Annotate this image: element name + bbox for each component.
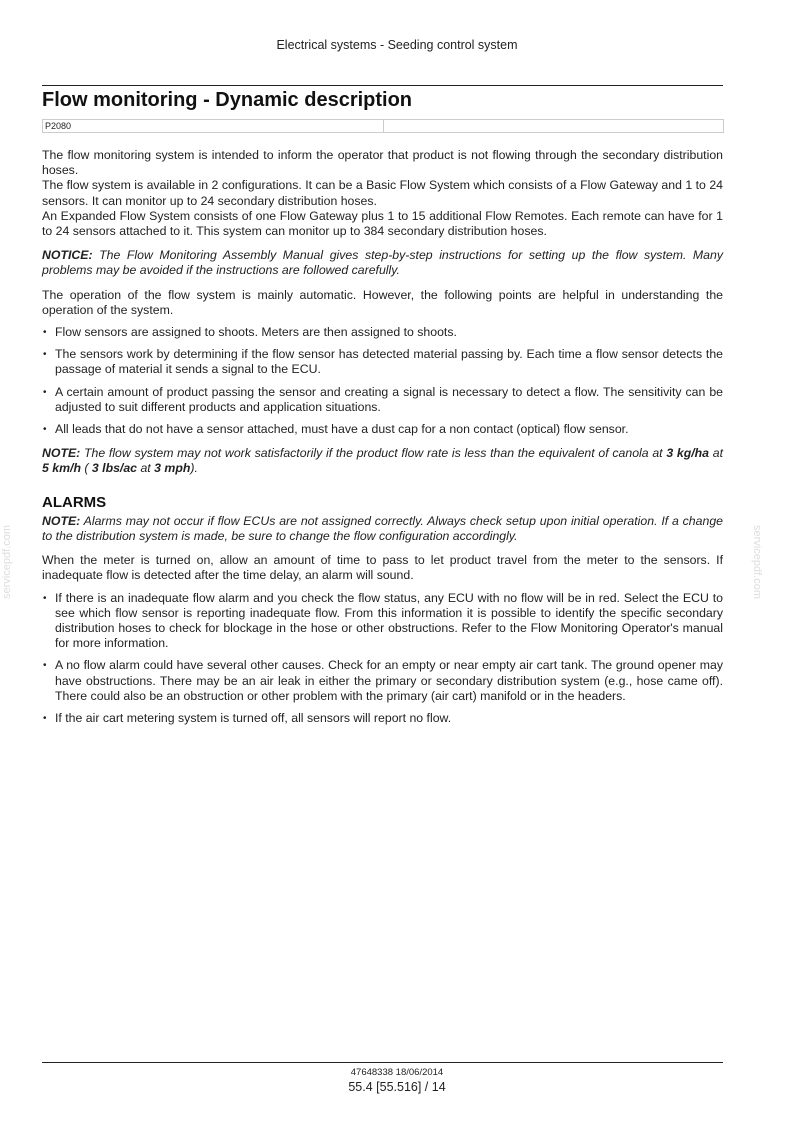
alarms-bullets: [42, 591, 723, 727]
intro-paragraph-2: The flow system is available in 2 configurations. It can be a Basic Flow System which consists of a Flow Gateway and 1 to 24 sensors. It can monitor up to 24 secondary distribution hoses.: [42, 178, 723, 208]
note-label: NOTE:: [42, 513, 81, 528]
list-item: • A certain amount of product passing the sensor and creating a signal is necessary to detect a flow. The sensitivity can be adjusted to suit different products and application situations.: [42, 385, 723, 415]
watermark-left: servicepdf.com: [0, 525, 13, 599]
note-value-rate-imperial: 3 lbs/ac: [91, 461, 138, 476]
watermark-right: servicepdf.com: [750, 525, 763, 599]
list-item: • If the air cart metering system is turned off, all sensors will report no flow.: [42, 711, 723, 726]
list-item: • A no flow alarm could have several other causes. Check for an empty or near empty air cart tank. The ground opener may have obstructions. There may be an air leak in either the primary or secondary distribution system (e.g., hose came off). There could also be an obstruction or other problem with the primary (air cart) manifold or in the headers.: [42, 658, 723, 704]
note-text: at: [137, 461, 155, 476]
note-text: Alarms may not occur if flow ECUs are not assigned correctly. Always check setup upon initial operation. If a change to the distribution system is made, be sure to change the flow configuration accordingly.: [42, 513, 723, 544]
footer-page-number: 55.4 [55.516] / 14: [348, 1080, 446, 1094]
note-value-speed-imperial: 3 mph: [154, 461, 191, 476]
list-item: • If there is an inadequate flow alarm and you check the flow status, any ECU with no flow will be in red. Select the ECU to see which flow sensor is reporting inadequate flow. From this information it is possible to identify the specific secondary distribution hoses to check for blockage in the hose or other obstructions. Refer to the Flow Monitoring Operator's manual for more information.: [42, 591, 723, 652]
footer-rule: [42, 1062, 723, 1063]
operation-intro: The operation of the flow system is mainly automatic. However, the following points are helpful in understanding the operation of the system.: [42, 287, 723, 317]
list-item: • All leads that do not have a sensor attached, must have a dust cap for a non contact (optical) flow sensor.: [42, 422, 723, 437]
alarms-intro: When the meter is turned on, allow an amount of time to pass to let product travel from the meter to the sensors. If inadequate flow is detected after the time delay, an alarm will sound.: [42, 553, 723, 583]
alarms-note: [42, 514, 723, 544]
reference-table: [42, 119, 724, 133]
note-value-speed: 5 km/h: [42, 461, 81, 476]
list-item: • Flow sensors are assigned to shoots. Meters are then assigned to shoots.: [42, 325, 723, 340]
intro-paragraph-3: An Expanded Flow System consists of one Flow Gateway plus 1 to 15 additional Flow Remotes. Each remote can have for 1 to 24 sensors attached to it. This system can monitor up to 384 secondary distribution hoses.: [42, 208, 723, 239]
title-rule: [42, 85, 723, 86]
page-title: Flow monitoring - Dynamic description: [42, 89, 413, 111]
intro-paragraph-1: The flow monitoring system is intended to inform the operator that product is not flowing through the secondary distribution hoses.: [42, 148, 723, 178]
note-label: NOTE:: [42, 446, 81, 461]
note-canola: [42, 446, 723, 476]
page-content: [42, 148, 723, 726]
list-item: • The sensors work by determining if the flow sensor has detected material passing by. Each time a flow sensor detects the passage of material it sends a signal to the ECU.: [42, 347, 723, 377]
note-text: at: [709, 446, 723, 461]
reference-code: P2080: [43, 120, 384, 132]
reference-empty-cell: [384, 120, 386, 132]
notice-text: The Flow Monitoring Assembly Manual gives step-by-step instructions for setting up the flow system. Many problems may be avoided if the instructions are followed carefully.: [42, 248, 723, 278]
notice-1: [42, 248, 723, 278]
operation-bullets: [42, 325, 723, 437]
alarms-heading: ALARMS: [42, 493, 107, 511]
note-value-rate: 3 kg/ha: [666, 446, 710, 461]
note-text: The flow system may not work satisfactorily if the product flow rate is less than the equivalent of canola at: [80, 446, 667, 461]
notice-label: NOTICE:: [42, 248, 93, 263]
running-header: Electrical systems - Seeding control system: [276, 38, 518, 52]
note-text: (: [80, 461, 92, 476]
footer-doc-code: 47648338 18/06/2014: [350, 1067, 444, 1078]
note-text: ).: [190, 461, 198, 476]
